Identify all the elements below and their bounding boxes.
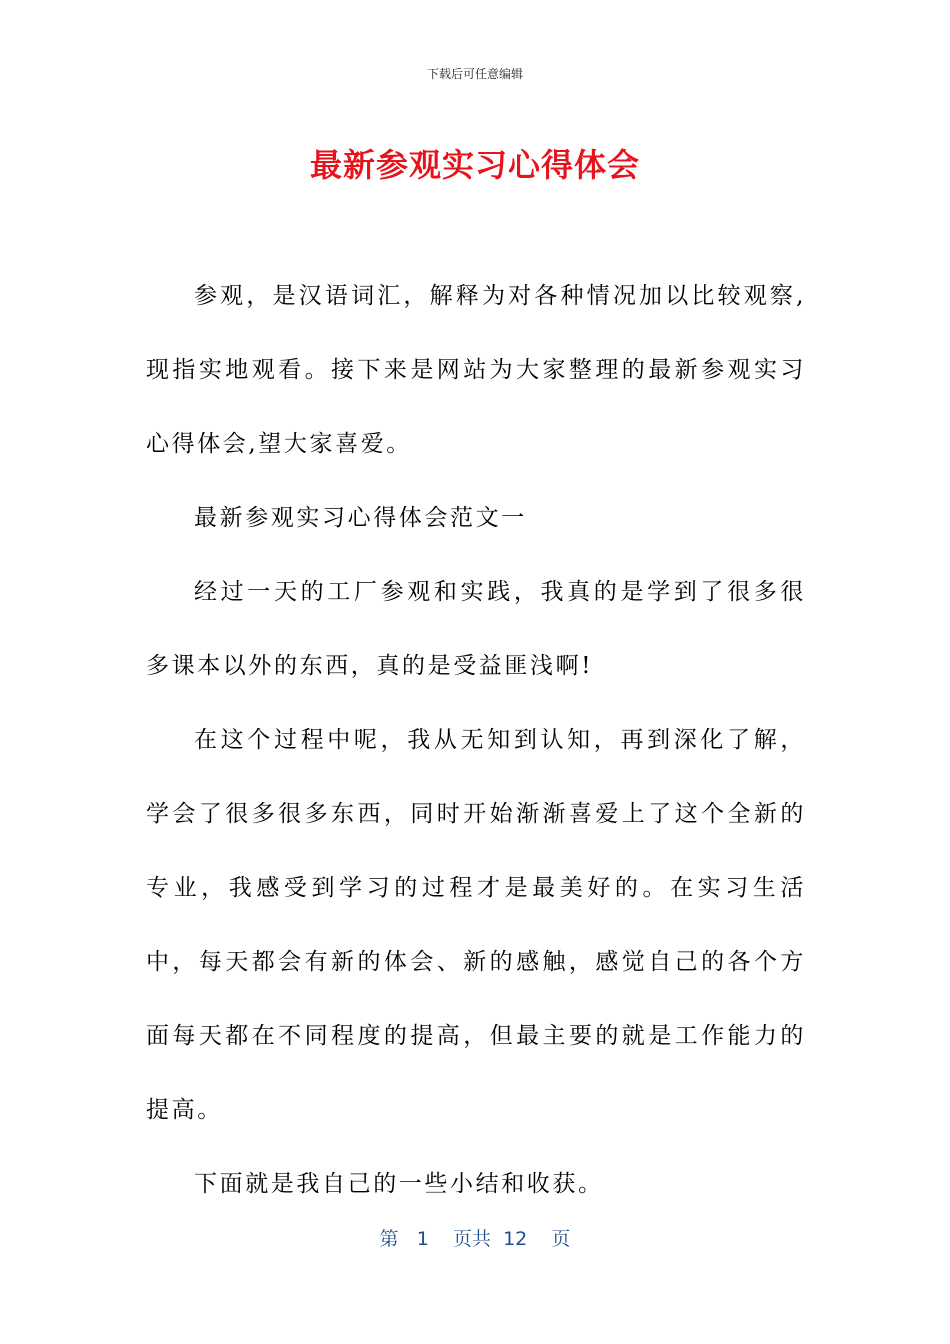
paragraph-2: 在这个过程中呢，我从无知到认知，再到深化了解，学会了很多很多东西，同时开始渐渐喜爱上了这个全新的专业，我感受到学习的过程才是最美好的。在实习生活中，每天都会有新的体会、新的感触，感觉自己的各个方面每天都在不同程度的提高，但最主要的就是工作能力的提高。 bbox=[146, 727, 806, 1123]
footer-current-page: 1 bbox=[416, 1228, 429, 1250]
paragraph-section-heading: 最新参观实习心得体会范文一 bbox=[194, 505, 527, 531]
footer-total-pages: 12 bbox=[503, 1228, 528, 1250]
page-footer bbox=[0, 1225, 950, 1253]
paragraph-intro: 参观，是汉语词汇，解释为对各种情况加以比较观察,现指实地观看。接下来是网站为大家整理的最新参观实习心得体会,望大家喜爱。 bbox=[146, 283, 806, 457]
document-title: 最新参观实习心得体会 bbox=[309, 146, 640, 184]
paragraph-1: 经过一天的工厂参观和实践，我真的是学到了很多很多课本以外的东西，真的是受益匪浅啊! bbox=[146, 579, 806, 679]
header-note: 下载后可任意编辑 bbox=[426, 67, 523, 81]
footer-page-suffix: 页 bbox=[551, 1228, 571, 1250]
page-header bbox=[0, 66, 950, 82]
footer-page-middle: 页共 bbox=[452, 1228, 491, 1250]
footer-page-prefix: 第 bbox=[379, 1228, 399, 1250]
document-body bbox=[146, 259, 806, 1221]
paragraph-3: 下面就是我自己的一些小结和收获。 bbox=[194, 1171, 604, 1197]
